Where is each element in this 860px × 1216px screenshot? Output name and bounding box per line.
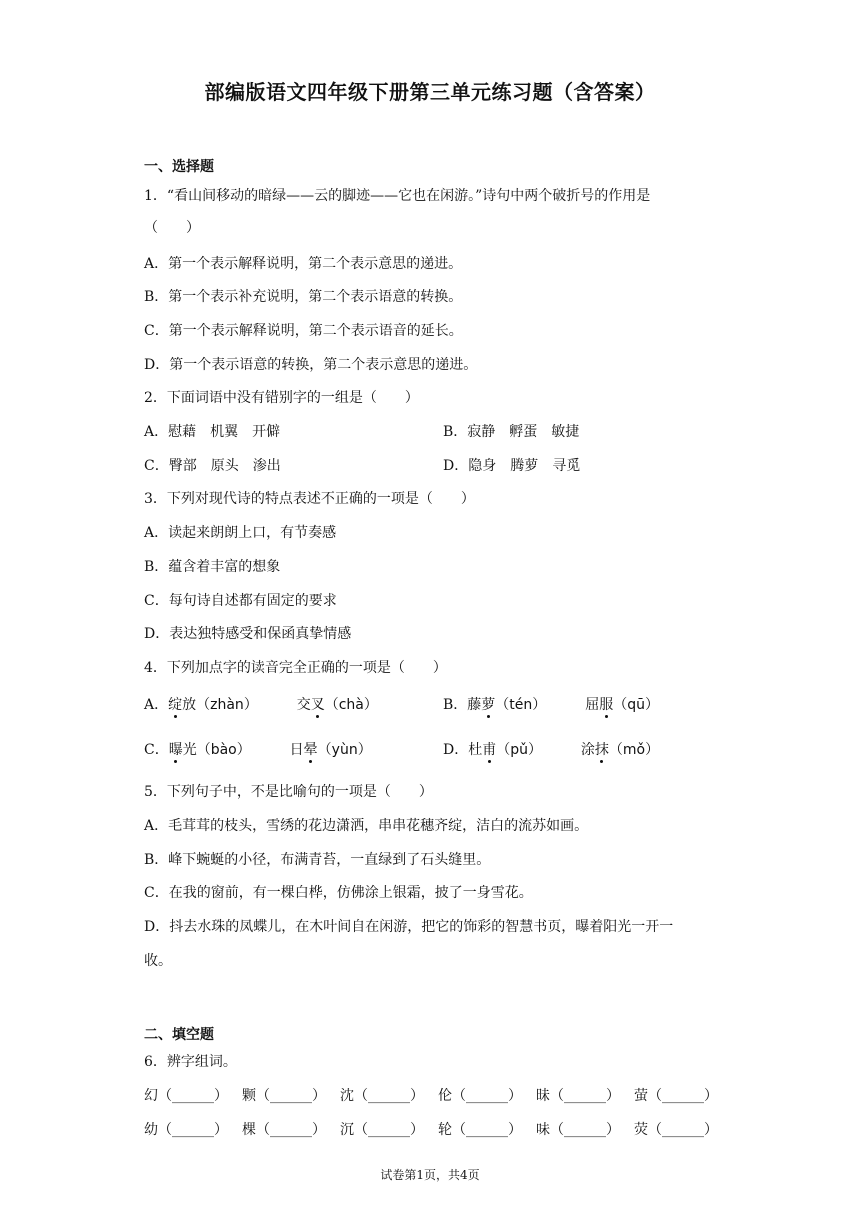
word-blank[interactable]: 荧（______） — [634, 1122, 718, 1138]
question-6-stem: 6．辨字组词。 — [144, 1054, 237, 1070]
word-text: 藤 — [467, 697, 482, 713]
dotted-char: 叉 — [310, 697, 325, 713]
pinyin: chà — [338, 697, 364, 713]
dotted-char: 绽 — [168, 697, 183, 713]
word-text: （ — [608, 742, 623, 758]
pinyin: bào — [210, 742, 237, 758]
word-blank[interactable]: 萤（______） — [634, 1088, 718, 1104]
pinyin: qū — [627, 697, 645, 713]
word-text: 屈 — [585, 697, 600, 713]
question-6-row-1 — [144, 1086, 724, 1106]
word-blank[interactable]: 棵（______） — [242, 1122, 326, 1138]
question-4-option-b — [443, 695, 659, 715]
word-blank[interactable]: 昧（______） — [536, 1088, 620, 1104]
question-5-option-d-line2: 收。 — [144, 953, 172, 969]
word-text: （ — [495, 697, 510, 713]
question-5-option-a: A．毛茸茸的枝头，雪绣的花边潇洒，串串花穗齐绽，洁白的流苏如画。 — [144, 818, 589, 834]
option-label: D． — [443, 742, 469, 758]
pinyin: zhàn — [210, 697, 244, 713]
bracket-close: ） — [528, 742, 542, 758]
question-1-option-b: B．第一个表示补充说明，第二个表示语意的转换。 — [144, 289, 463, 305]
question-5-option-d-line1: D．抖去水珠的凤蝶儿，在木叶间自在闲游，把它的饰彩的智慧书页，曝着阳光一开一 — [144, 919, 674, 935]
question-3-option-b: B．蕴含着丰富的想象 — [144, 559, 281, 575]
word-text: （ — [317, 742, 332, 758]
question-4-option-d — [443, 740, 659, 760]
word-text: （ — [324, 697, 339, 713]
dotted-char: 晕 — [303, 742, 318, 758]
bracket-close: ） — [532, 697, 547, 713]
section-choice-heading: 一、选择题 — [144, 159, 214, 175]
question-6-row-2 — [144, 1120, 724, 1140]
option-label: A． — [144, 697, 169, 713]
question-1-stem: 1．“看山间移动的暗绿——云的脚迹——它也在闲游。”诗句中两个破折号的作用是 — [144, 188, 651, 204]
pinyin: pǔ — [510, 742, 528, 758]
question-5-option-b: B．峰下蜿蜒的小径，布满青苔，一直绿到了石头缝里。 — [144, 852, 491, 868]
word-blank[interactable]: 沈（______） — [340, 1088, 424, 1104]
question-5-option-c: C．在我的窗前，有一棵白桦，仿佛涂上银霜，披了一身雪花。 — [144, 885, 533, 901]
dotted-char: 服 — [599, 697, 614, 713]
bracket-close: ） — [363, 697, 378, 713]
word-blank[interactable]: 伦（______） — [438, 1088, 522, 1104]
pinyin: tén — [509, 697, 533, 713]
section-fill-heading: 二、填空题 — [144, 1027, 214, 1043]
dotted-char: 曝 — [168, 742, 183, 758]
word-blank[interactable]: 味（______） — [536, 1122, 620, 1138]
option-label: C． — [144, 742, 169, 758]
question-3-stem: 3．下列对现代诗的特点表述不正确的一项是（ ） — [144, 491, 475, 507]
question-3-option-c: C．每句诗自述都有固定的要求 — [144, 593, 337, 609]
question-4-option-c — [144, 740, 372, 760]
word-blank[interactable]: 幻（______） — [144, 1088, 228, 1104]
question-1-option-c: C．第一个表示解释说明，第二个表示语音的延长。 — [144, 323, 463, 339]
page-footer: 试卷第1页，共4页 — [380, 1168, 480, 1182]
word-text: （ — [613, 697, 628, 713]
dotted-char: 抹 — [594, 742, 609, 758]
bracket-close: ） — [243, 697, 258, 713]
word-text: （ — [496, 742, 511, 758]
word-text: 杜 — [468, 742, 483, 758]
bracket-close: ） — [645, 742, 660, 758]
pinyin: yùn — [331, 742, 358, 758]
pinyin: mǒ — [622, 742, 646, 758]
bracket-close: ） — [644, 697, 659, 713]
question-3-option-d: D．表达独特感受和保函真挚情感 — [144, 626, 352, 642]
question-2-stem: 2．下面词语中没有错别字的一组是（ ） — [144, 390, 419, 406]
bracket-close: ） — [236, 742, 251, 758]
word-blank[interactable]: 轮（______） — [438, 1122, 522, 1138]
word-text: 放（ — [182, 697, 211, 713]
question-2-option-d: D．隐身 腾萝 寻觅 — [443, 458, 581, 474]
word-text: 涂 — [580, 742, 595, 758]
option-label: B． — [443, 697, 468, 713]
question-1-option-a: A．第一个表示解释说明，第二个表示意思的递进。 — [144, 256, 463, 272]
document-title: 部编版语文四年级下册第三单元练习题（含答案） — [204, 80, 656, 104]
question-5-stem: 5．下列句子中，不是比喻句的一项是（ ） — [144, 784, 433, 800]
word-text: 日 — [289, 742, 304, 758]
word-blank[interactable]: 幼（______） — [144, 1122, 228, 1138]
word-blank[interactable]: 沉（______） — [340, 1122, 424, 1138]
word-text: 光（ — [182, 742, 211, 758]
question-1-option-d: D．第一个表示语意的转换，第二个表示意思的递进。 — [144, 357, 478, 373]
dotted-char: 萝 — [481, 697, 496, 713]
question-4-option-a — [144, 695, 378, 715]
dotted-char: 甫 — [482, 742, 497, 758]
bracket-close: ） — [357, 742, 372, 758]
question-2-option-c: C．臀部 原头 渗出 — [144, 458, 281, 474]
question-2-option-a: A．慰藉 机翼 开僻 — [144, 424, 281, 440]
word-text: 交 — [296, 697, 311, 713]
question-2-option-b: B．寂静 孵蛋 敏捷 — [443, 424, 580, 440]
question-1-bracket: （ ） — [144, 220, 200, 236]
word-blank[interactable]: 颗（______） — [242, 1088, 326, 1104]
question-3-option-a: A．读起来朗朗上口，有节奏感 — [144, 525, 337, 541]
question-4-stem: 4．下列加点字的读音完全正确的一项是（ ） — [144, 660, 447, 676]
